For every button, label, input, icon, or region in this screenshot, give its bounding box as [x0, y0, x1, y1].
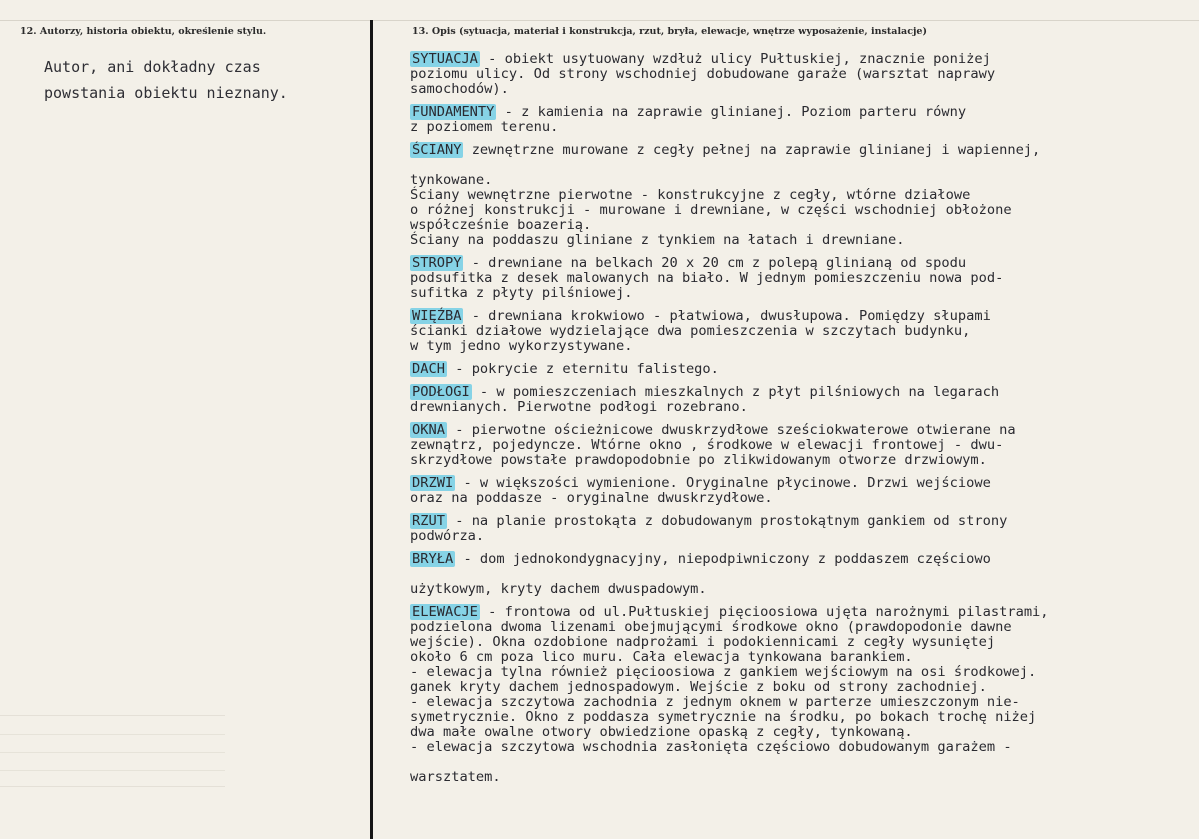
paragraph-text: - pokrycie z eternitu falistego.	[446, 361, 719, 377]
author-history-text: Autor, ani dokładny czas powstania obiektu nieznany.	[44, 58, 288, 102]
highlighted-term: DACH	[412, 361, 445, 377]
highlighted-term: STROPY	[412, 255, 462, 271]
bleed-through-form-lines	[0, 715, 225, 787]
highlighted-term: SYTUACJA	[412, 51, 478, 67]
description-body	[410, 52, 1195, 793]
section-12-heading: 12. Autorzy, historia obiektu, określenie stylu.	[20, 26, 267, 37]
description-paragraph	[410, 385, 1195, 415]
description-paragraph	[410, 362, 1195, 377]
highlighted-term: ELEWACJE	[412, 604, 478, 620]
paragraph-text: - obiekt usytuowany wzdłuż ulicy Pułtuskiej, znacznie poniżej poziomu ulicy. Od strony wschodniej dobudowane garaże (warsztat naprawy samochodów).	[410, 51, 996, 97]
description-paragraph	[410, 256, 1195, 301]
highlighted-term: FUNDAMENTY	[412, 104, 495, 120]
paragraph-text: - frontowa od ul.Pułtuskiej pięcioosiowa ujęta narożnymi pilastrami, podzielona dwoma lizenami obejmującymi środkowe okno (prawdopodonie dawne wejście). Okna ozdobione nadprożami i podokiennicami z cegły wysuniętej około 6 cm poza lico muru. Cała elewacja tynkowana barankiem. - elewacja tylna również pięcioosiowa z gankiem wejściowym na osi środkowej. ganek kryty dachem jednospadowym. Wejście z boku od strony zachodniej. - elewacja szczytowa zachodnia z jednym oknem w parterze umieszczonym nie- symetrycznie. Okno z poddasza symetrycznie na środku, po bokach trochę niżej dwa małe owalne otwory obwiedzione opaską z cegły, tynkowaną. - elewacja szczytowa wschodnia zasłonięta częściowo dobudowanym garażem - warsztatem.	[410, 604, 1049, 785]
description-paragraph	[410, 105, 1195, 135]
description-paragraph	[410, 423, 1195, 468]
paragraph-text: - drewniane na belkach 20 x 20 cm z polepą glinianą od spodu podsufitka z desek malowanych na biało. W jednym pomieszczeniu nowa pod- sufitka z płyty pilśniowej.	[410, 255, 1004, 301]
paragraph-text: - pierwotne ościeżnicowe dwuskrzydłowe sześciokwaterowe otwierane na zewnątrz, pojedyncze. Wtórne okno , środkowe w elewacji frontowej - dwu- skrzydłowe powstałe prawdopodobnie po zlikwidowanym otworze drzwiowym.	[410, 422, 1016, 468]
paragraph-text: - w pomieszczeniach mieszkalnych z płyt pilśniowych na legarach drewnianych. Pierwotne podłogi rozebrano.	[410, 384, 1000, 415]
section-13-heading: 13. Opis (sytuacja, materiał i konstrukcja, rzut, bryła, elewacje, wnętrze wyposażenie, instalacje)	[412, 26, 927, 37]
description-paragraph	[410, 514, 1195, 544]
highlighted-term: ŚCIANY	[412, 142, 462, 158]
description-paragraph	[410, 476, 1195, 506]
paragraph-text: zewnętrzne murowane z cegły pełnej na zaprawie glinianej i wapiennej, tynkowane. Ściany wewnętrzne pierwotne - konstrukcyjne z cegły, wtórne działowe o różnej konstrukcji - murowane i drewniane, w części wschodniej obłożone współcześnie boazerią. Ściany na poddaszu gliniane z tynkiem na łatach i drewniane.	[410, 142, 1041, 248]
description-paragraph	[410, 52, 1195, 97]
description-paragraph	[410, 605, 1195, 785]
highlighted-term: OKNA	[412, 422, 445, 438]
paragraph-text: - w większości wymienione. Oryginalne płycinowe. Drzwi wejściowe oraz na poddasze - oryginalne dwuskrzydłowe.	[410, 475, 991, 506]
highlighted-term: WIĘŹBA	[412, 308, 462, 324]
highlighted-term: RZUT	[412, 513, 445, 529]
description-paragraph	[410, 309, 1195, 354]
description-paragraph	[410, 143, 1195, 248]
paragraph-text: - dom jednokondygnacyjny, niepodpiwniczony z poddaszem częściowo użytkowym, kryty dachem dwuspadowym.	[410, 551, 991, 597]
paragraph-text: - na planie prostokąta z dobudowanym prostokątnym gankiem od strony podwórza.	[410, 513, 1008, 544]
highlighted-term: DRZWI	[412, 475, 454, 491]
top-rule	[0, 20, 1199, 21]
paragraph-text: - drewniana krokwiowo - płatwiowa, dwusłupowa. Pomiędzy słupami ścianki działowe wydzielające dwa pomieszczenia w szczytach budynku, w tym jedno wykorzystywane.	[410, 308, 991, 354]
column-divider	[370, 20, 373, 839]
paragraph-text: - z kamienia na zaprawie glinianej. Poziom parteru równy z poziomem terenu.	[410, 104, 967, 135]
highlighted-term: PODŁOGI	[412, 384, 470, 400]
highlighted-term: BRYŁA	[412, 551, 454, 567]
description-paragraph	[410, 552, 1195, 597]
